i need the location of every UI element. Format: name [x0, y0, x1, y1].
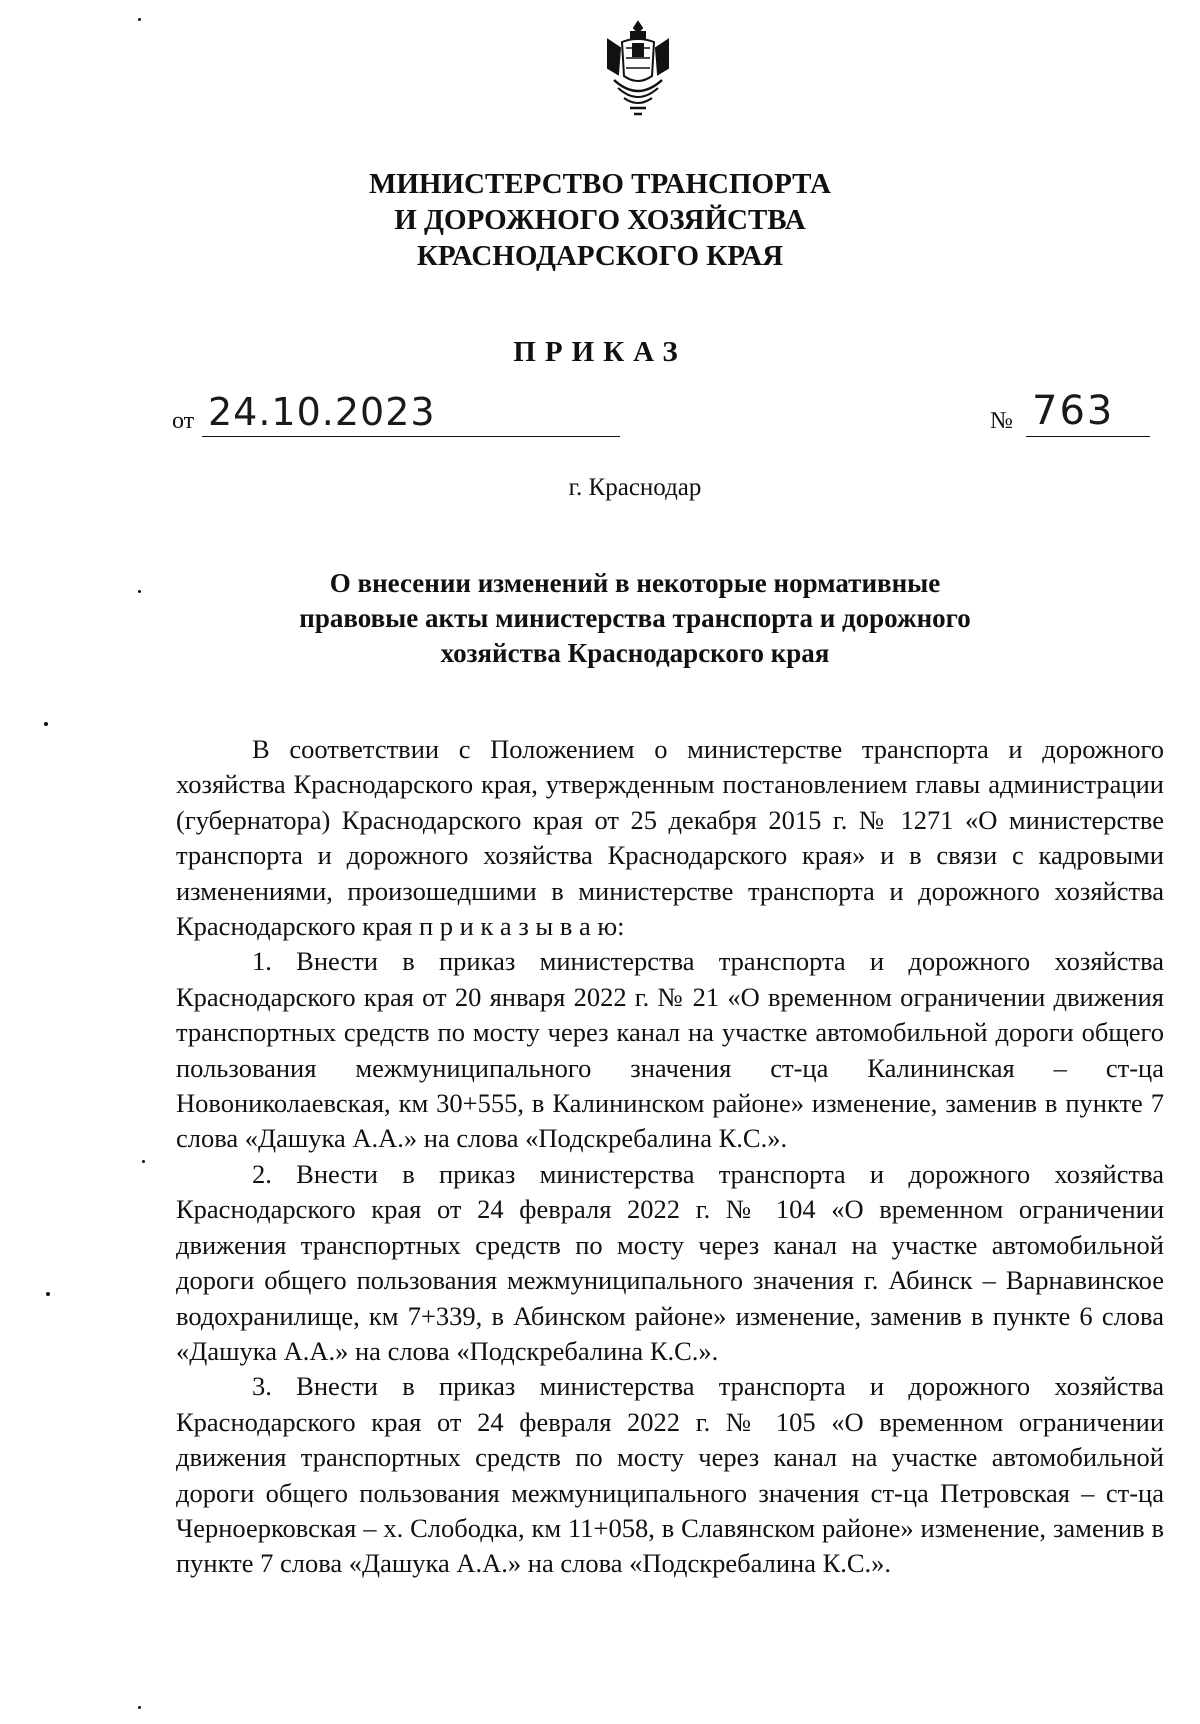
number-prefix: №	[990, 408, 1013, 434]
scan-speck	[44, 722, 48, 726]
coat-of-arms-icon	[600, 18, 676, 122]
order-number-field	[990, 388, 1160, 446]
body-paragraph-preamble: В соответствии с Положением о министерстве транспорта и дорожного хозяйства Краснодарского края, утвержденным постановлением главы администрации (губернатора) Краснодарского края от 25 декабря 2015 г. № 1271 «О министерстве транспорта и дорожного хозяйства Краснодарского края» и в связи с кадровыми изменениями, произошедшими в министерстве транспорта и дорожного хозяйства Краснодарского края п р и к а з ы в а ю:	[176, 734, 1164, 942]
order-date-field	[172, 390, 472, 446]
body-paragraph-item-3: 3. Внести в приказ министерства транспорта и дорожного хозяйства Краснодарского края от 24 февраля 2022 г. № 105 «О временном ограничении движения транспортных средств по мосту через канал на участке автомобильной дороги общего пользования межмуниципального значения ст-ца Петровская – ст-ца Черноерковская – х. Слободка, км 11+058, в Славянском районе» изменение, заменив в пункте 7 слова «Дашука А.А.» на слова «Подскребалина К.С.».	[176, 1371, 1164, 1579]
order-subject	[0, 566, 1200, 671]
document-type-title: ПРИКАЗ	[513, 336, 687, 368]
ministry-name	[0, 166, 1200, 274]
body-paragraph-item-2: 2. Внести в приказ министерства транспорта и дорожного хозяйства Краснодарского края от 24 февраля 2022 г. № 104 «О временном ограничении движения транспортных средств по мосту через канал на участке автомобильной дороги общего пользования межмуниципального значения г. Абинск – Варнавинское водохранилище, км 7+339, в Абинском районе» изменение, заменив в пункте 6 слова «Дашука А.А.» на слова «Подскребалина К.С.».	[176, 1158, 1164, 1366]
date-underline	[202, 436, 620, 437]
scan-speck	[138, 18, 141, 21]
scan-speck	[138, 590, 141, 593]
number-underline	[1026, 436, 1150, 437]
ministry-line: МИНИСТЕРСТВО ТРАНСПОРТА	[369, 168, 831, 200]
date-prefix: от	[172, 408, 195, 434]
scan-speck	[142, 1160, 145, 1163]
scan-speck	[46, 1292, 50, 1296]
subject-line: О внесении изменений в некоторые нормативные	[329, 568, 941, 598]
scan-speck	[138, 1706, 141, 1709]
handwritten-date: 24.10.2023	[208, 390, 436, 434]
subject-line: хозяйства Краснодарского края	[440, 638, 830, 668]
subject-line: правовые акты министерства транспорта и дорожного	[299, 603, 971, 633]
ministry-line: КРАСНОДАРСКОГО КРАЯ	[416, 240, 784, 272]
body-paragraph-item-1: 1. Внести в приказ министерства транспорта и дорожного хозяйства Краснодарского края от 20 января 2022 г. № 21 «О временном ограничении движения транспортных средств по мосту через канал на участке автомобильной дороги общего пользования межмуниципального значения ст-ца Калининская – ст-ца Новониколаевская, км 30+555, в Калининском районе» изменение, заменив в пункте 7 слова «Дашука А.А.» на слова «Подскребалина К.С.».	[176, 946, 1164, 1154]
city-line: г. Краснодар	[568, 474, 702, 501]
handwritten-number: 763	[1032, 388, 1115, 434]
order-body	[176, 732, 1164, 1582]
ministry-line: И ДОРОЖНОГО ХОЗЯЙСТВА	[394, 204, 806, 236]
